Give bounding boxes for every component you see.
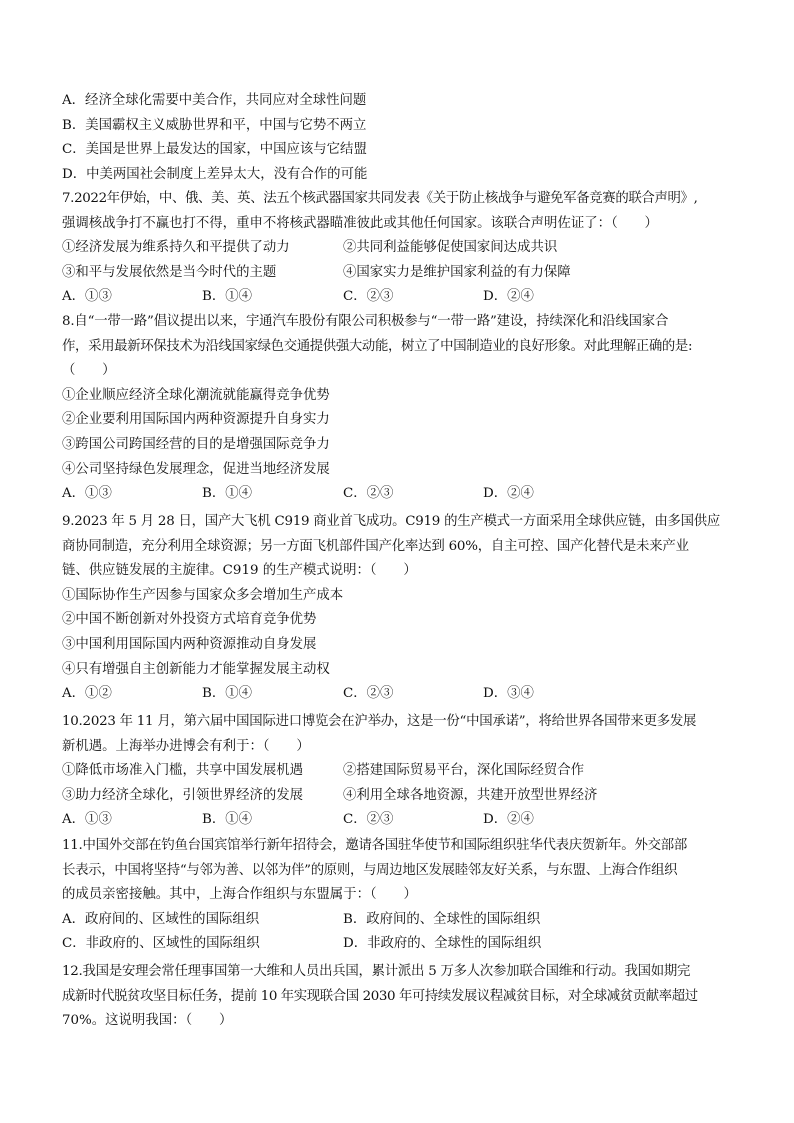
statement: ③助力经济全球化，引领世界经济的发展 [62,787,304,803]
question-stem-line: 商协同制造，充分利用全球资源；另一方面飞机部件国产化率达到 60%，自主可控、国产化替代是未来产业 [62,538,689,554]
statement: ①国际协作生产因参与国家众多会增加生产成本 [62,587,344,603]
choice-a: A．①③ [62,812,112,828]
question-9 [62,510,738,707]
option-d: D．中美两国社会制度上差异太大，没有合作的可能 [62,166,368,182]
question-10 [62,710,738,833]
choice-d: D．②④ [483,289,534,305]
choice-d: D．②④ [483,486,534,502]
statement: ①降低市场准入门槛，共享中国发展机遇 [62,763,304,779]
option-b: B．美国霸权主义威胁世界和平，中国与它势不两立 [62,117,367,133]
statement: ③中国利用国际国内两种资源推动自身发展 [62,636,317,652]
choice-a: A．政府间的、区域性的国际组织 [62,911,260,927]
statement: ②搭建国际贸易平台，深化国际经贸合作 [343,763,585,779]
choice-row [62,932,738,957]
choice-c: C．②③ [343,486,394,502]
question-stem-line: 新机遇。上海举办进博会有利于：（ ） [62,738,310,754]
question-6-options [62,89,738,187]
question-stem-line: 9.2023 年 5 月 28 日，国产大飞机 C919 商业首飞成功。C919 的生产模式一方面采用全球供应链，由多国供应 [62,514,721,529]
choice-c: C．②③ [343,686,394,702]
choice-row [62,908,738,933]
question-stem-line: 8.自“一带一路”倡议提出以来，宇通汽车股份有限公司积极参与“一带一路”建设，持续深化和沿线国家合 [62,314,669,329]
statement: ①经济发展为维系持久和平提供了动力 [62,240,290,256]
statement-row [62,236,738,261]
choice-c: C．②③ [343,289,394,305]
statement: ③和平与发展依然是当今时代的主题 [62,264,277,280]
choice-c: C．非政府的、区域性的国际组织 [62,936,260,952]
choice-b: B．政府间的、全球性的国际组织 [343,911,541,927]
choice-b: B．①④ [202,812,253,828]
statement: ④利用全球各地资源，共建开放型世界经济 [343,787,598,803]
statement: ③跨国公司跨国经营的目的是增强国际竞争力 [62,436,330,452]
question-stem-line: 成新时代脱贫攻坚目标任务，提前 10 年实现联合国 2030 年可持续发展议程减贫目标，对全球减贫贡献率超过 [62,988,698,1004]
choice-d: D．②④ [483,812,534,828]
statement: ①企业顺应经济全球化潮流就能赢得竞争优势 [62,387,330,403]
choice-d: D．③④ [483,686,534,702]
choice-row [62,285,738,310]
choice-b: B．①④ [202,289,253,305]
question-12 [62,960,738,1034]
question-stem-line: 作，采用最新环保技术为沿线国家绿色交通提供强大动能，树立了中国制造业的良好形象。对此理解正确的是: [62,338,693,354]
question-stem-line: 的成员亲密接触。其中，上海合作组织与东盟属于：（ ） [62,887,417,903]
choice-a: A．①③ [62,289,112,305]
question-stem-line: 12.我国是安理会常任理事国第一大维和人员出兵国，累计派出 5 万多人次参加联合国维和行动。我国如期完 [62,964,691,979]
statement: ④国家实力是维护国家利益的有力保障 [343,264,571,280]
statement-row [62,784,738,809]
statement-row [62,759,738,784]
question-stem-line: 7.2022年伊始，中、俄、美、英、法五个核武器国家共同发表《关于防止核战争与避免军备竞赛的联合声明》, [62,191,698,206]
choice-d: D．非政府的、全球性的国际组织 [343,936,542,952]
question-stem-line: 70%。这说明我国：（ ） [62,1013,233,1029]
question-7 [62,187,738,310]
choice-row [62,482,738,507]
statement: ④只有增强自主创新能力才能掌握发展主动权 [62,661,330,677]
choice-a: A．①② [62,686,112,702]
question-stem-line: 11.中国外交部在钓鱼台国宾馆举行新年招待会，邀请各国驻华使节和国际组织驻华代表庆贺新年。外交部部 [62,838,688,853]
option-c: C．美国是世界上最发达的国家，中国应该与它结盟 [62,142,367,158]
statement: ②中国不断创新对外投资方式培育竞争优势 [62,612,317,628]
question-11 [62,834,738,957]
question-stem-line: 10.2023 年 11 月，第六届中国国际进口博览会在沪举办，这是一份“中国承诺”，将给世界各国带来更多发展 [62,714,697,729]
option-a: A．经济全球化需要中美合作，共同应对全球性问题 [62,93,367,108]
question-stem-line: 长表示，中国将坚持“与邻为善、以邻为伴”的原则，与周边地区发展睦邻友好关系，与东盟、上海合作组织 [62,862,678,878]
question-8 [62,310,738,507]
choice-row [62,808,738,833]
choice-row [62,682,738,707]
question-stem-line: （ ） [62,363,116,379]
statement-row [62,261,738,286]
question-stem-line: 强调核战争打不赢也打不得，重申不将核武器瞄准彼此或其他任何国家。该联合声明佐证了：（ ） [62,215,658,231]
choice-b: B．①④ [202,486,253,502]
question-stem-line: 链、供应链发展的主旋律。C919 的生产模式说明：（ ） [62,563,417,579]
choice-b: B．①④ [202,686,253,702]
choice-c: C．②③ [343,812,394,828]
statement: ②共同利益能够促使国家间达成共识 [343,240,558,256]
choice-a: A．①③ [62,486,112,502]
statement: ②企业要利用国际国内两种资源提升自身实力 [62,412,330,428]
statement: ④公司坚持绿色发展理念，促进当地经济发展 [62,461,330,477]
